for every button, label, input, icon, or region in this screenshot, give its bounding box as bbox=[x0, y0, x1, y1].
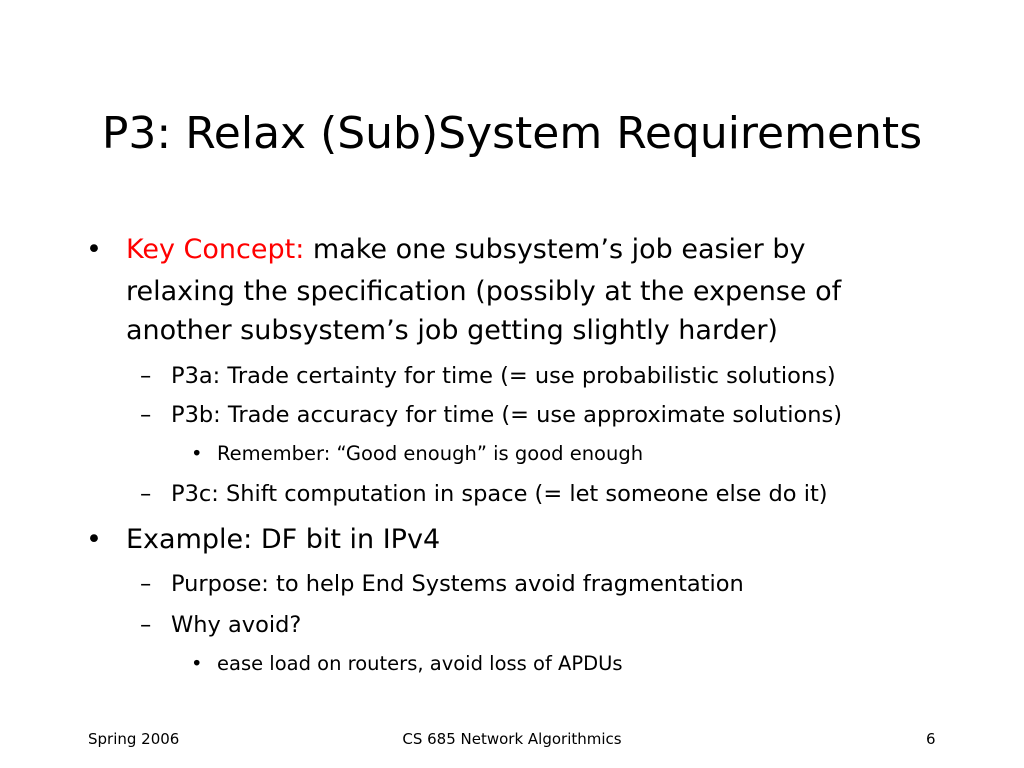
bullet-text-line: another subsystem’s job getting slightly harder) bbox=[126, 315, 778, 346]
bullet-marker: • bbox=[86, 524, 102, 555]
footer-date: Spring 2006 bbox=[88, 730, 180, 748]
sub-bullet-p3c: P3c: Shift computation in space (= let someone else do it) bbox=[171, 481, 828, 507]
bullet-marker: • bbox=[86, 234, 102, 265]
page-number: 6 bbox=[926, 730, 936, 748]
bullet-text-line: make one subsystem’s job easier by bbox=[312, 234, 806, 265]
sub-bullet-purpose: Purpose: to help End Systems avoid fragmentation bbox=[171, 571, 744, 597]
dash-marker: – bbox=[140, 402, 152, 428]
bullet-example: Example: DF bit in IPv4 bbox=[126, 524, 441, 555]
bullet-text-line: relaxing the specification (possibly at the expense of bbox=[126, 276, 842, 307]
bullet-marker: • bbox=[191, 442, 203, 465]
sub-bullet-p3a: P3a: Trade certainty for time (= use probabilistic solutions) bbox=[171, 363, 836, 389]
dash-marker: – bbox=[140, 481, 152, 507]
sub-sub-bullet-ease-load: ease load on routers, avoid loss of APDUs bbox=[217, 652, 623, 675]
dash-marker: – bbox=[140, 571, 152, 597]
bullet-marker: • bbox=[191, 652, 203, 675]
slide-title: P3: Relax (Sub)System Requirements bbox=[101, 108, 923, 159]
dash-marker: – bbox=[140, 612, 152, 638]
dash-marker: – bbox=[140, 363, 152, 389]
sub-bullet-why-avoid: Why avoid? bbox=[171, 612, 302, 638]
key-concept-label: Key Concept: bbox=[126, 234, 305, 265]
bullet-key-concept bbox=[126, 231, 805, 269]
sub-sub-bullet-remember: Remember: “Good enough” is good enough bbox=[217, 442, 644, 465]
sub-bullet-p3b: P3b: Trade accuracy for time (= use approximate solutions) bbox=[171, 402, 843, 428]
footer-course: CS 685 Network Algorithmics bbox=[402, 730, 622, 748]
